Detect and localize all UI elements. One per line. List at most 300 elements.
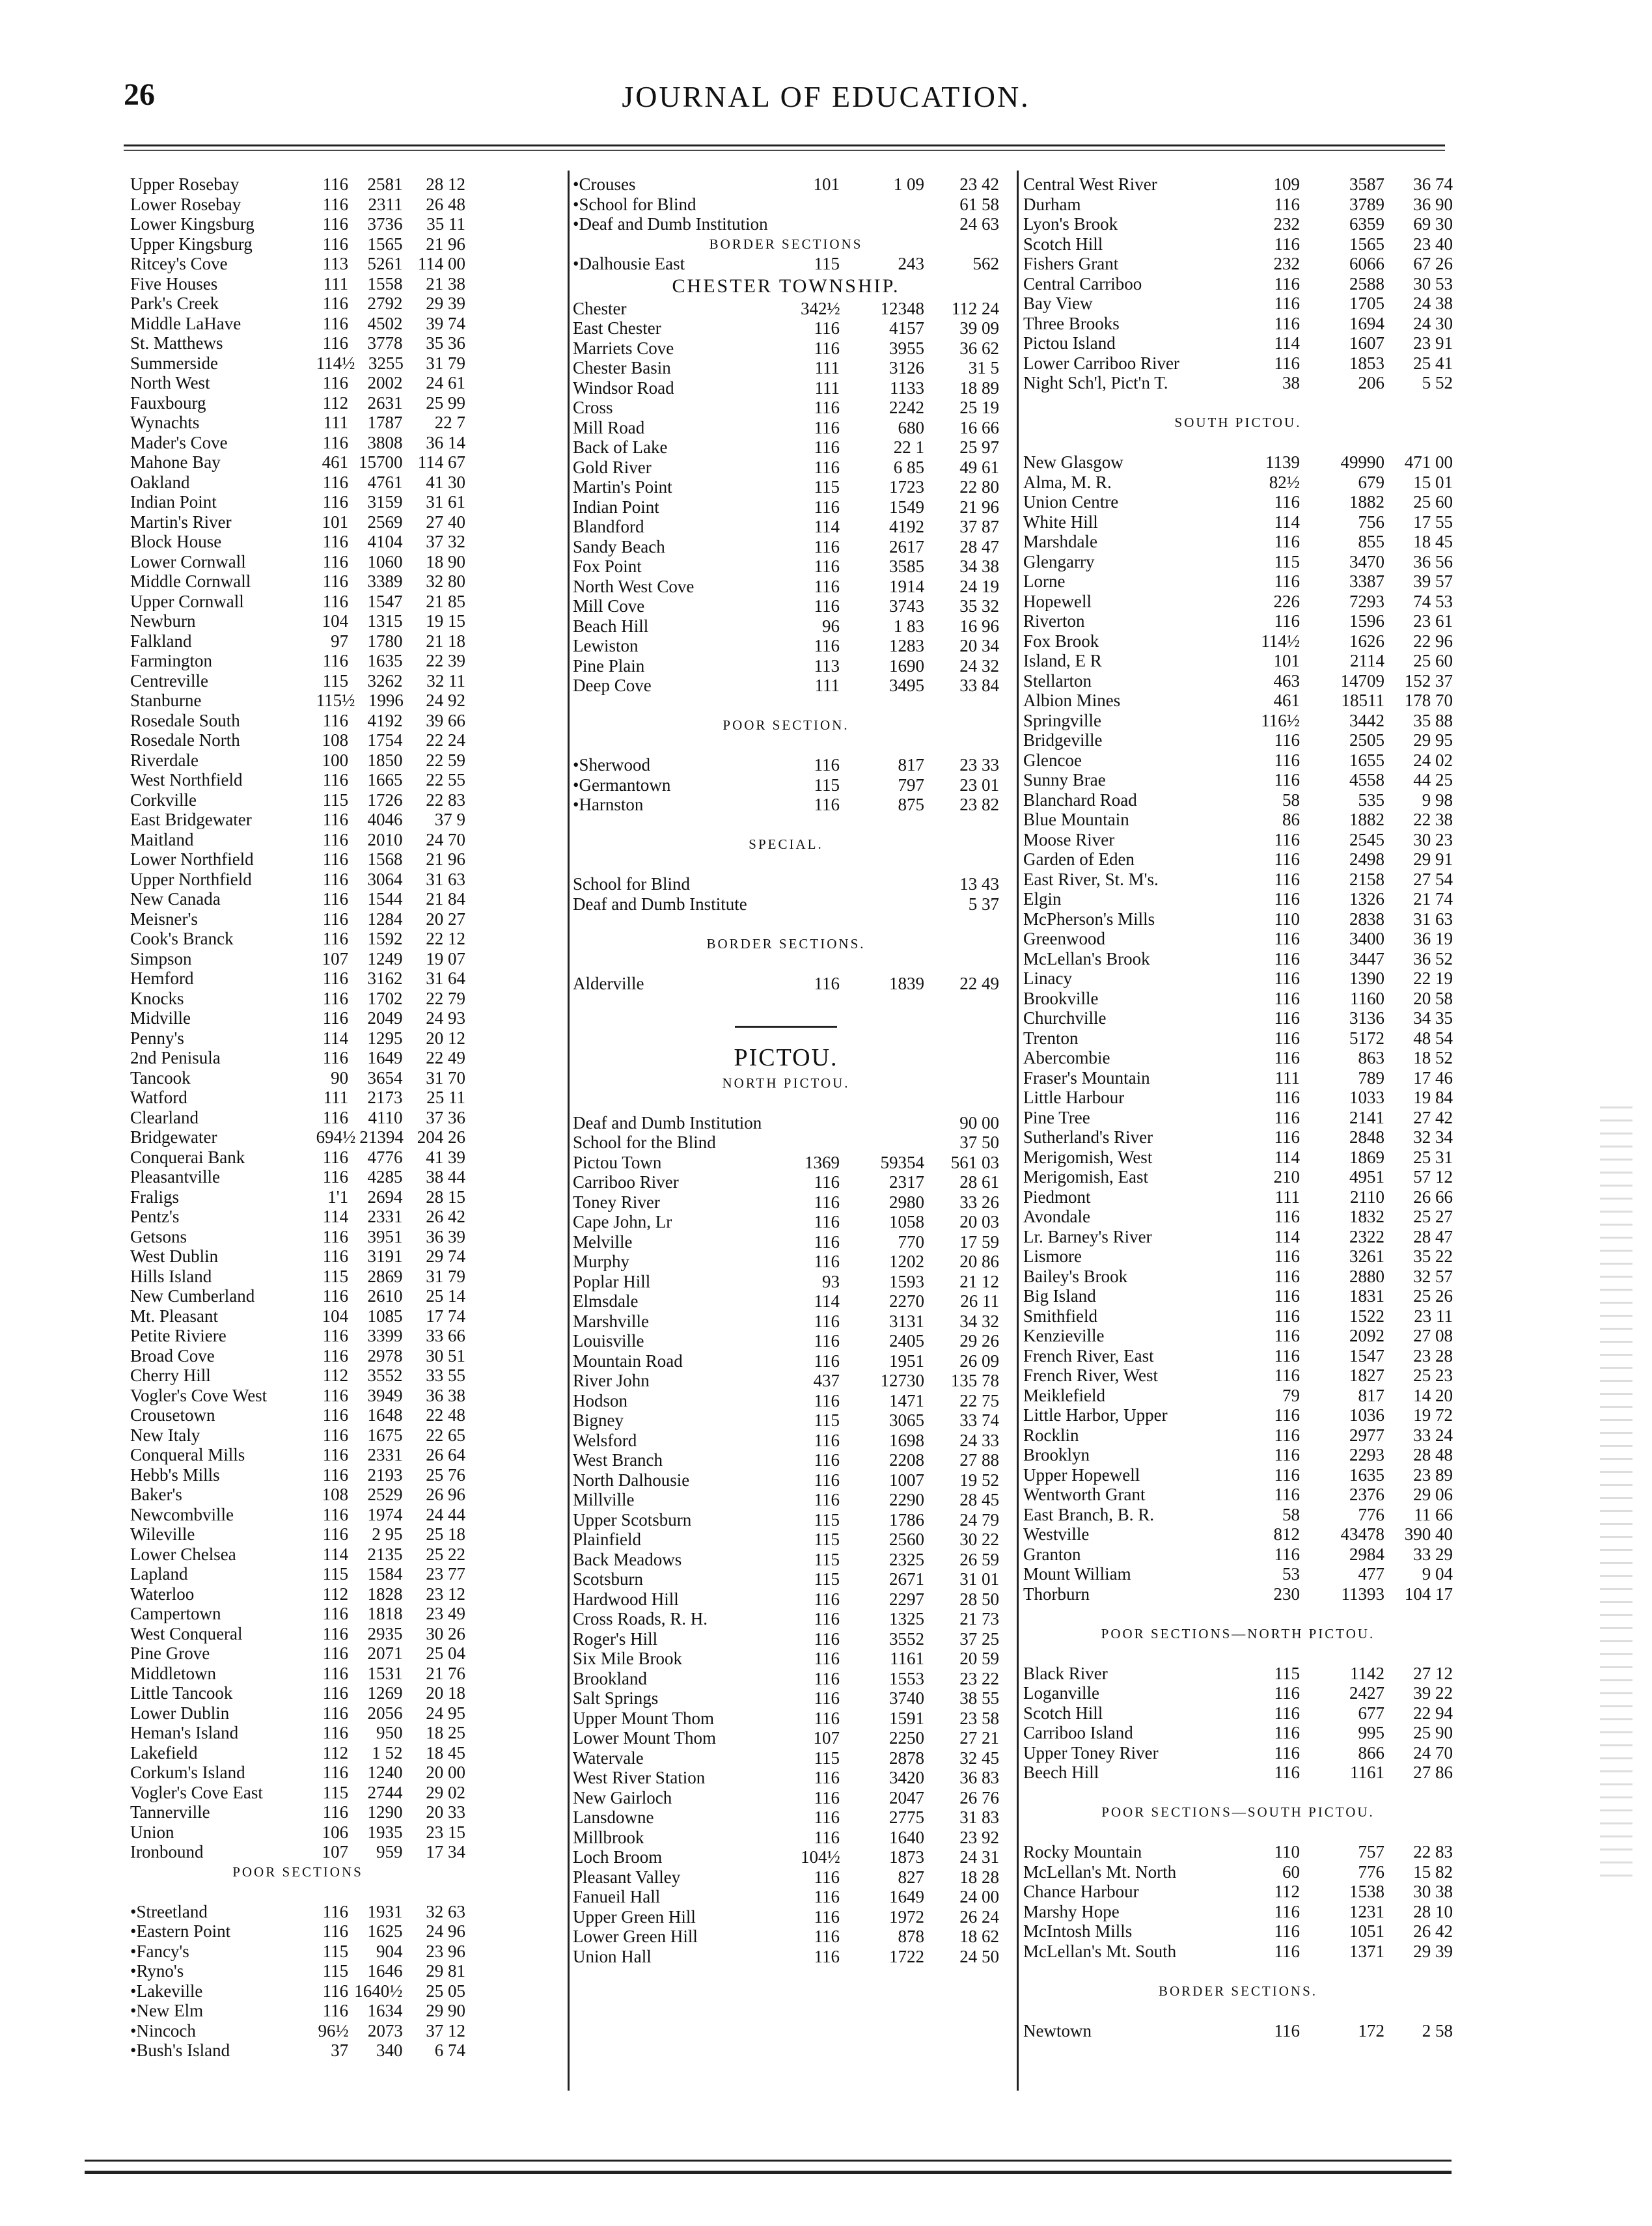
section-value-b: 1058 <box>889 1212 924 1231</box>
section-value-a: 116 <box>814 1708 840 1728</box>
section-value-a: 115 <box>814 1509 840 1530</box>
section-amount: 57 12 <box>1413 1167 1453 1187</box>
section-amount: 33 24 <box>1413 1425 1453 1445</box>
section-amount: 90 00 <box>959 1112 999 1133</box>
table-row <box>1023 473 1453 493</box>
section-value-a: 116 <box>1274 1366 1300 1385</box>
section-value-b: 1240 <box>367 1763 403 1782</box>
section-name: Hills Island <box>130 1266 212 1286</box>
table-row <box>1023 1465 1453 1485</box>
section-name: Union <box>130 1822 174 1842</box>
section-value-b: 2978 <box>367 1345 403 1366</box>
section-value-b: 6359 <box>1349 214 1384 234</box>
section-amount: 36 38 <box>426 1385 465 1405</box>
table-row <box>573 1649 999 1669</box>
section-amount: 25 90 <box>1413 1723 1453 1742</box>
table-row <box>573 1768 999 1788</box>
section-amount: 27 42 <box>1413 1107 1453 1127</box>
table-row <box>1023 1326 1453 1346</box>
table-row <box>130 750 465 771</box>
section-name: Rocklin <box>1023 1425 1079 1445</box>
section-value-b: 1869 <box>1349 1147 1384 1167</box>
section-value-b: 6066 <box>1349 254 1384 273</box>
section-value-a: 116 <box>1274 1127 1300 1147</box>
section-value-a: 116 <box>1274 1008 1300 1028</box>
table-row <box>1023 254 1453 274</box>
spacer <box>573 815 999 835</box>
table-row <box>130 1505 465 1525</box>
section-value-b: 1547 <box>367 591 403 611</box>
section-amount: 25 18 <box>426 1524 465 1544</box>
section-amount: 114 00 <box>417 254 465 273</box>
section-amount: 29 81 <box>426 1961 465 1981</box>
section-amount: 23 96 <box>426 1941 465 1961</box>
section-value-a: 115 <box>814 254 840 273</box>
section-amount: 37 25 <box>959 1628 999 1649</box>
section-name: Loganville <box>1023 1683 1099 1703</box>
section-value-b: 12730 <box>880 1371 924 1390</box>
section-name: New Gairloch <box>573 1787 672 1807</box>
table-row <box>573 1728 999 1748</box>
section-value-a: 58 <box>1282 1504 1300 1524</box>
section-amount: 36 14 <box>426 432 465 452</box>
section-value-a: 116 <box>1274 1544 1300 1564</box>
section-value-a: 116 <box>322 1445 349 1464</box>
section-value-b: 4285 <box>367 1167 403 1187</box>
section-name: School for the Blind <box>573 1133 716 1152</box>
section-amount: 34 32 <box>959 1311 999 1331</box>
section-value-a: 116 <box>814 973 840 993</box>
section-amount: 25 76 <box>426 1464 465 1485</box>
table-row <box>573 537 999 557</box>
section-value-a: 115 <box>322 1941 349 1961</box>
section-value-b: 5172 <box>1349 1028 1384 1048</box>
section-value-b: 1914 <box>889 576 924 596</box>
section-amount: 25 04 <box>426 1643 465 1663</box>
section-value-b: 1675 <box>367 1425 403 1445</box>
section-amount: 22 79 <box>426 988 465 1008</box>
section-value-a: 116 <box>322 1246 349 1266</box>
section-name: Upper Hopewell <box>1023 1464 1140 1485</box>
section-amount: 14 20 <box>1413 1385 1453 1405</box>
section-value-b: 1549 <box>889 497 924 517</box>
section-amount: 35 22 <box>1413 1246 1453 1266</box>
section-name: Park's Creek <box>130 294 219 313</box>
section-name: Pine Grove <box>130 1643 210 1663</box>
section-amount: 21 96 <box>959 497 999 517</box>
section-name: New Cumberland <box>130 1286 255 1306</box>
table-row <box>573 1847 999 1867</box>
section-amount: 31 5 <box>968 358 999 378</box>
section-value-a: 226 <box>1273 591 1300 611</box>
table-row <box>573 1788 999 1808</box>
table-row <box>130 1524 465 1545</box>
section-value-b: 3951 <box>367 1226 403 1246</box>
section-name: Union Centre <box>1023 492 1119 512</box>
table-row <box>130 1683 465 1703</box>
section-value-b: 2984 <box>1349 1544 1384 1564</box>
section-name: •Sherwood <box>573 755 650 775</box>
section-name: Salt Springs <box>573 1688 659 1708</box>
section-value-a: 116 <box>814 596 840 616</box>
section-value-b: 1326 <box>1349 889 1384 909</box>
section-value-a: 114 <box>814 517 840 536</box>
table-row <box>1023 1584 1453 1604</box>
table-row <box>573 1490 999 1510</box>
table-row <box>573 1688 999 1709</box>
table-row <box>130 1405 465 1425</box>
section-name: Back Meadows <box>573 1549 682 1569</box>
section-name: Lyon's Brook <box>1023 214 1118 234</box>
section-value-b: 1007 <box>889 1470 924 1490</box>
section-amount: 32 11 <box>426 670 465 691</box>
table-row <box>1023 989 1453 1009</box>
section-name: Block House <box>130 532 222 551</box>
section-amount: 17 34 <box>426 1842 465 1862</box>
section-amount: 19 07 <box>426 948 465 969</box>
table-row <box>1023 512 1453 532</box>
section-value-b: 904 <box>376 1941 403 1961</box>
section-value-a: 106 <box>322 1822 349 1842</box>
section-value-b: 1705 <box>1349 294 1384 313</box>
table-row <box>130 195 465 215</box>
section-amount: 22 48 <box>426 1405 465 1425</box>
section-value-b: 1625 <box>367 1921 403 1941</box>
section-value-a: 116 <box>1274 929 1300 948</box>
table-row <box>130 1604 465 1624</box>
section-value-a: 116 <box>1274 1921 1300 1941</box>
section-amount: 5 52 <box>1422 373 1453 392</box>
section-value-a: 112 <box>322 1366 349 1385</box>
section-amount: 24 32 <box>959 655 999 676</box>
section-name: River John <box>573 1371 650 1390</box>
section-value-a: 116 <box>814 497 840 517</box>
section-amount: 6 74 <box>434 2040 465 2060</box>
table-row <box>573 1887 999 1907</box>
section-value-b: 2317 <box>889 1172 924 1192</box>
section-name: •Dalhousie East <box>573 254 685 273</box>
section-amount: 15 01 <box>1413 472 1453 492</box>
section-value-a: 116 <box>1274 1742 1300 1763</box>
section-name: Fauxbourg <box>130 392 206 413</box>
section-value-b: 2935 <box>367 1623 403 1643</box>
section-value-b: 14709 <box>1340 670 1384 691</box>
section-amount: 19 52 <box>959 1470 999 1490</box>
section-name: Toney River <box>573 1192 660 1212</box>
section-value-b: 243 <box>898 254 924 273</box>
section-value-b: 1565 <box>367 234 403 254</box>
section-amount: 24 96 <box>426 1921 465 1941</box>
section-value-b: 21394 <box>359 1127 404 1147</box>
section-value-a: 116 <box>814 1768 840 1787</box>
section-value-b: 1202 <box>889 1252 924 1271</box>
section-value-a: 116 <box>1274 2020 1300 2040</box>
section-name: Marshdale <box>1023 532 1097 551</box>
section-value-b: 1655 <box>1349 750 1384 770</box>
section-name: Centreville <box>130 670 208 691</box>
section-name: Westville <box>1023 1524 1090 1544</box>
section-name: Lr. Barney's River <box>1023 1226 1152 1246</box>
section-value-b: 12348 <box>880 298 924 318</box>
section-name: Watford <box>130 1088 187 1107</box>
table-row <box>573 398 999 418</box>
section-amount: 104 17 <box>1404 1584 1453 1604</box>
table-row <box>1023 1683 1453 1703</box>
table-row <box>1023 1842 1453 1862</box>
section-amount: 26 24 <box>959 1906 999 1927</box>
section-amount: 31 70 <box>426 1067 465 1088</box>
section-amount: 28 47 <box>959 536 999 556</box>
spacer <box>573 696 999 716</box>
section-name: Pine Tree <box>1023 1107 1090 1127</box>
section-amount: 32 57 <box>1413 1266 1453 1286</box>
section-amount: 35 36 <box>426 333 465 353</box>
section-value-a: 110 <box>1274 1842 1300 1862</box>
section-amount: 38 55 <box>959 1688 999 1708</box>
section-amount: 17 74 <box>426 1306 465 1326</box>
section-divider <box>573 1013 999 1039</box>
table-row <box>1023 1207 1453 1227</box>
section-value-b: 3955 <box>889 338 924 358</box>
table-row <box>573 1589 999 1610</box>
section-value-b: 2529 <box>367 1485 403 1504</box>
section-amount: 33 55 <box>426 1366 465 1385</box>
section-name: Smithfield <box>1023 1306 1097 1326</box>
section-value-a: 116 <box>322 174 349 194</box>
section-value-b: 4046 <box>367 810 403 829</box>
table-row <box>130 1346 465 1366</box>
section-value-a: 114 <box>322 1028 349 1048</box>
section-value-b: 3255 <box>368 353 404 373</box>
section-value-a: 116 <box>1274 234 1300 254</box>
section-name: Scotch Hill <box>1023 234 1103 254</box>
section-name: Hebb's Mills <box>130 1464 220 1485</box>
table-row <box>130 1942 465 1962</box>
section-value-b: 3585 <box>889 556 924 576</box>
table-row <box>1023 1008 1453 1028</box>
section-amount: 16 66 <box>959 417 999 437</box>
section-value-b <box>840 894 924 914</box>
section-value-a: 116 <box>1274 194 1300 214</box>
section-amount: 25 23 <box>1413 1366 1453 1385</box>
table-row <box>130 552 465 572</box>
table-row <box>130 790 465 810</box>
section-amount: 17 46 <box>1413 1067 1453 1088</box>
section-name: Rocky Mountain <box>1023 1842 1142 1862</box>
section-amount: 32 80 <box>426 571 465 591</box>
section-name: Pine Plain <box>573 655 645 676</box>
table-row <box>573 477 999 497</box>
section-value-a: 116 <box>322 1326 349 1345</box>
table-row <box>1023 790 1453 810</box>
section-value-b: 1850 <box>367 750 403 770</box>
section-amount: 30 26 <box>426 1623 465 1643</box>
section-amount: 22 65 <box>426 1425 465 1445</box>
table-row <box>130 1545 465 1565</box>
section-value-b: 1635 <box>1349 1464 1384 1485</box>
section-name: Glencoe <box>1023 750 1082 770</box>
section-value-a: 115 <box>322 790 349 810</box>
section-value-b: 797 <box>898 775 924 795</box>
section-value-b: 1 09 <box>893 174 924 194</box>
section-amount: 32 34 <box>1413 1127 1453 1147</box>
section-value-b: 1565 <box>1349 234 1384 254</box>
section-value-b: 2071 <box>367 1643 403 1663</box>
section-value-b: 4776 <box>367 1147 403 1167</box>
section-name: Wileville <box>130 1524 195 1544</box>
section-value-b: 4192 <box>367 710 403 730</box>
section-value-a: 116 <box>1274 1028 1300 1048</box>
table-row <box>130 234 465 254</box>
section-amount: 28 50 <box>959 1589 999 1609</box>
section-value-b: 1249 <box>367 948 403 969</box>
table-row <box>1023 1246 1453 1267</box>
section-name: White Hill <box>1023 512 1098 532</box>
table-row <box>1023 1405 1453 1425</box>
section-value-b: 2056 <box>367 1703 403 1723</box>
section-name: Durham <box>1023 194 1081 214</box>
spacer <box>1023 1643 1453 1664</box>
section-value-b: 2158 <box>1349 869 1384 889</box>
table-row <box>130 452 465 473</box>
section-value-b: 2376 <box>1349 1485 1384 1504</box>
section-amount: 16 96 <box>959 616 999 636</box>
spacer <box>1023 433 1453 453</box>
section-value-a: 116 <box>814 576 840 596</box>
table-row <box>1023 1028 1453 1049</box>
section-value-a: 115 <box>322 1266 349 1286</box>
section-name: Lower Mount Thom <box>573 1728 716 1748</box>
table-row <box>1023 830 1453 850</box>
section-amount: 26 11 <box>960 1291 999 1311</box>
section-value-a: 116 <box>814 1887 840 1906</box>
section-name: Pentz's <box>130 1207 180 1226</box>
section-value-b: 2135 <box>367 1544 403 1564</box>
section-value-b: 2581 <box>367 174 403 194</box>
section-amount: 27 54 <box>1413 869 1453 889</box>
section-value-b: 1284 <box>367 909 403 929</box>
section-value-a: 116 <box>1274 1683 1300 1703</box>
table-row <box>573 1371 999 1391</box>
section-amount: 61 58 <box>959 194 999 214</box>
section-value-a: 116 <box>1274 611 1300 631</box>
section-value-b: 776 <box>1358 1504 1384 1524</box>
section-value-b <box>840 1113 924 1133</box>
section-value-b: 3261 <box>1349 1246 1384 1266</box>
table-row <box>573 1828 999 1848</box>
section-amount: 27 40 <box>426 512 465 532</box>
section-value-a: 116 <box>814 457 840 477</box>
section-value-b: 49990 <box>1340 452 1384 472</box>
table-row <box>573 1212 999 1232</box>
section-value-b: 2588 <box>1349 273 1384 294</box>
table-row <box>130 1703 465 1724</box>
section-amount: 49 61 <box>959 457 999 477</box>
section-value-a: 116 <box>814 1490 840 1509</box>
section-value-b: 3495 <box>889 676 924 695</box>
section-name: Little Harbor, Upper <box>1023 1405 1168 1425</box>
section-name: Brooklyn <box>1023 1445 1090 1464</box>
section-name: Loch Broom <box>573 1847 663 1867</box>
section-amount: 178 70 <box>1404 691 1453 710</box>
section-value-a: 116 <box>322 1643 349 1663</box>
section-name: East River, St. M's. <box>1023 869 1159 889</box>
section-value-b: 2545 <box>1349 829 1384 849</box>
section-amount: 33 84 <box>959 676 999 695</box>
section-value-b: 1698 <box>889 1430 924 1450</box>
section-value-b: 1390 <box>1349 969 1384 988</box>
section-amount: 74 53 <box>1413 591 1453 611</box>
table-row <box>573 1669 999 1689</box>
section-value-a: 114 <box>1274 1226 1300 1246</box>
section-value-a: 111 <box>323 273 349 294</box>
section-value-a: 116 <box>814 1450 840 1470</box>
section-value-b: 2848 <box>1349 1127 1384 1147</box>
section-value-a: 108 <box>322 730 349 750</box>
section-value-a: 116 <box>322 1147 349 1167</box>
table-row <box>573 254 999 274</box>
section-name: Clearland <box>130 1107 199 1127</box>
section-name: Welsford <box>573 1430 637 1450</box>
section-amount: 33 74 <box>959 1410 999 1430</box>
section-value-a: 116 <box>1274 1107 1300 1127</box>
section-name: Millville <box>573 1490 635 1509</box>
table-row <box>130 1425 465 1446</box>
table-row <box>1023 452 1453 473</box>
section-value-b: 2744 <box>367 1782 403 1802</box>
section-name: Back of Lake <box>573 437 668 457</box>
section-value-a: 107 <box>322 948 349 969</box>
section-name: •Bush's Island <box>130 2040 230 2060</box>
section-name: Churchville <box>1023 1008 1107 1028</box>
section-amount: 32 45 <box>959 1748 999 1768</box>
section-name: Beech Hill <box>1023 1763 1099 1782</box>
section-name: School for Blind <box>573 874 690 894</box>
section-name: Blue Mountain <box>1023 810 1129 829</box>
table-row <box>573 1569 999 1589</box>
section-value-b: 2193 <box>367 1464 403 1485</box>
section-value-a: 104½ <box>801 1847 840 1867</box>
section-amount: 22 59 <box>426 750 465 770</box>
section-value-b: 1558 <box>367 273 403 294</box>
section-amount: 67 26 <box>1413 254 1453 273</box>
section-name: New Canada <box>130 889 221 909</box>
section-amount: 24 19 <box>959 576 999 596</box>
section-value-b: 3743 <box>889 596 924 616</box>
table-row <box>130 1326 465 1346</box>
section-value-a: 116 <box>322 373 349 392</box>
section-name: Kenzieville <box>1023 1326 1105 1345</box>
table-row <box>573 1709 999 1729</box>
section-value-a: 116 <box>1274 353 1300 373</box>
section-value-a: 113 <box>322 254 349 273</box>
table-row <box>130 671 465 691</box>
section-name: Merigomish, East <box>1023 1167 1148 1187</box>
section-value-a: 115 <box>814 1549 840 1569</box>
table-row <box>1023 1286 1453 1306</box>
section-value-b: 2297 <box>889 1589 924 1609</box>
section-amount: 18 90 <box>426 551 465 571</box>
section-value-a: 116 <box>322 988 349 1008</box>
scan-margin-noise <box>1600 1106 1632 1888</box>
section-value-b: 59354 <box>880 1152 924 1172</box>
section-amount: 69 30 <box>1413 214 1453 234</box>
section-amount: 41 39 <box>426 1147 465 1167</box>
section-name: Poplar Hill <box>573 1271 651 1291</box>
section-value-a: 116 <box>1274 1088 1300 1107</box>
table-row <box>130 830 465 850</box>
section-value-b: 1828 <box>367 1584 403 1604</box>
